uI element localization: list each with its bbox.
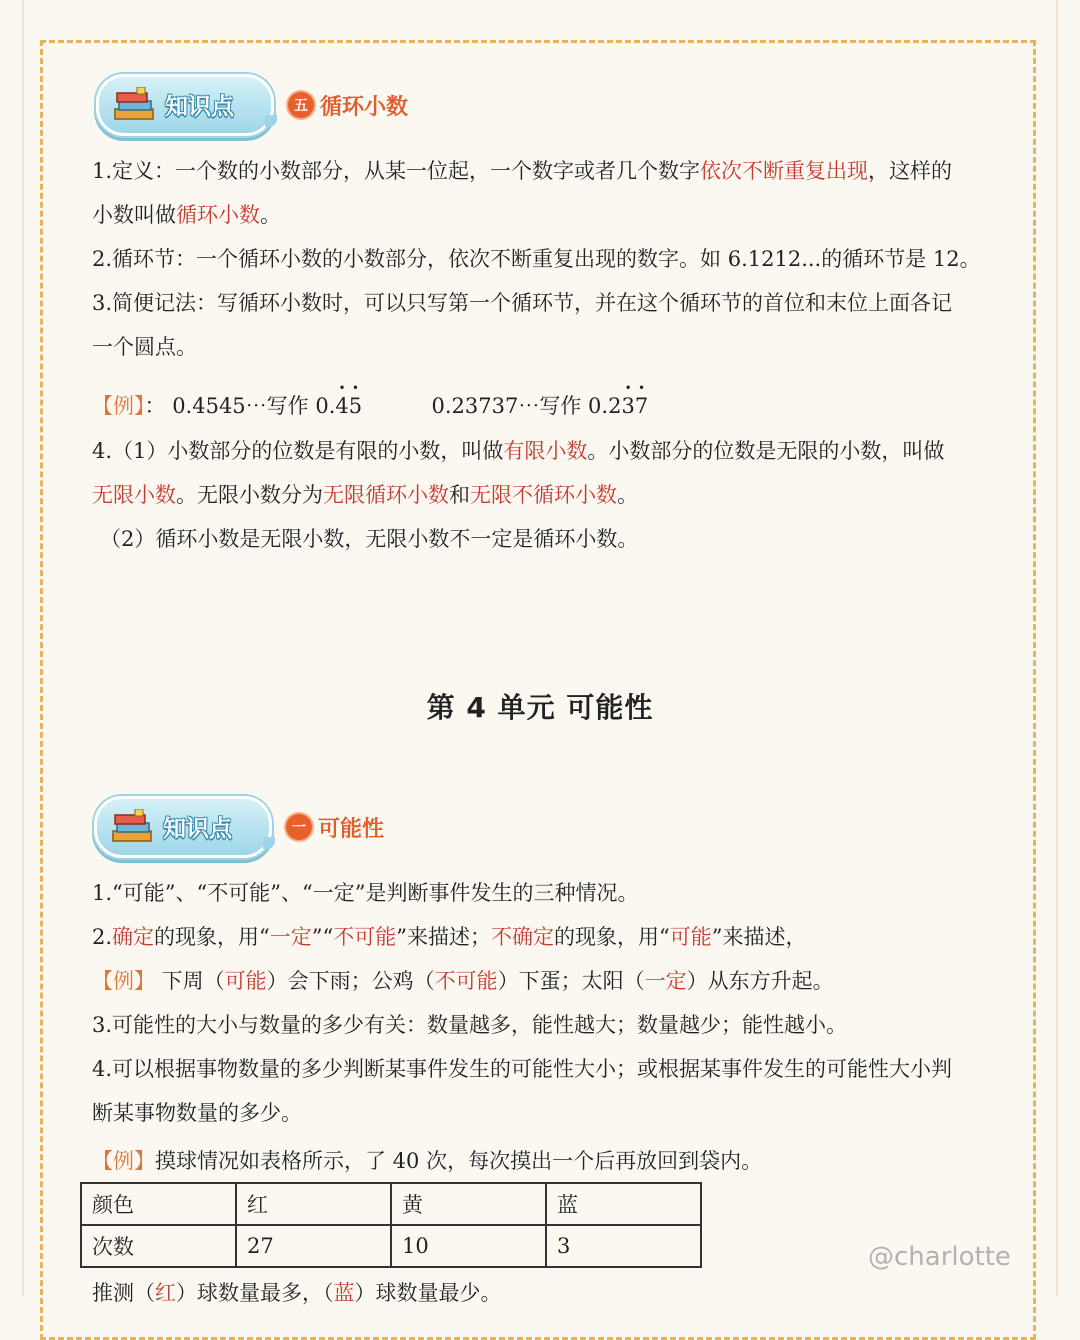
table-cell: 10 (391, 1225, 546, 1267)
definition-line-2: 小数叫做循环小数。 (92, 203, 281, 227)
table-cell: 颜色 (81, 1183, 236, 1225)
table-cell: 蓝 (546, 1183, 701, 1225)
ball-example: 【例】摸球情况如表格所示，了 40 次，每次摸出一个后再放回到袋内。 (92, 1149, 763, 1173)
notation-line-2: 一个圆点。 (92, 335, 197, 359)
finite-line-2: 无限小数。无限小数分为无限循环小数和无限不循环小数。 (92, 483, 638, 507)
possibility-line-3: 3.可能性的大小与数量的多少有关：数量越多，能性越大；数量越少；能性越小。 (92, 1013, 848, 1037)
ball-count-table (80, 1182, 702, 1268)
badge-label: 知识点 (163, 816, 232, 842)
possibility-line-4: 4.可以根据事物数量的多少判断某事件发生的可能性大小；或根据某事件发生的可能性大小判 (92, 1057, 953, 1081)
example-2: 0.23737⋯写作 0.2• 3• 7 (432, 394, 649, 418)
possibility-line-5: 断某事物数量的多少。 (92, 1101, 302, 1125)
knowledge-badge-2 (94, 796, 384, 858)
finite-line-1: 4.（1）小数部分的位数是有限的小数，叫做有限小数。小数部分的位数是无限的小数，叫做 (92, 439, 945, 463)
inference-line: 推测（红）球数量最多，（蓝）球数量最少。 (92, 1281, 502, 1305)
finite-line-3: （2）循环小数是无限小数，无限小数不一定是循环小数。 (100, 527, 639, 551)
definition-line-1: 1.定义：一个数的小数部分，从某一位起，一个数字或者几个数字依次不断重复出现，这样的 (92, 159, 953, 183)
table-row (81, 1225, 701, 1267)
section-number-badge: 五 (288, 92, 314, 118)
section-number-badge: 一 (286, 814, 312, 840)
section-topic: 循环小数 (320, 94, 409, 120)
watermark: @charlotte (868, 1242, 1011, 1272)
table-cell: 次数 (81, 1225, 236, 1267)
section-topic: 可能性 (318, 816, 385, 842)
knowledge-badge-1 (96, 74, 408, 136)
table-row (81, 1183, 701, 1225)
possibility-example: 【例】 下周（可能）会下雨；公鸡（不可能）下蛋；太阳（一定）从东方升起。 (92, 969, 834, 993)
table-cell: 3 (546, 1225, 701, 1267)
example-line-1: 【例】： 0.4545⋯写作 0.• 4• 5 0.23737⋯写作 0.2• 3• 7 (92, 391, 1017, 421)
possibility-line-2: 2.确定的现象，用“一定”“不可能”来描述；不确定的现象，用“可能”来描述， (92, 925, 807, 949)
example-1: 0.4545⋯写作 0.• 4• 5 (172, 394, 362, 418)
badge-label: 知识点 (165, 94, 234, 120)
table-cell: 红 (236, 1183, 391, 1225)
notation-line-1: 3.简便记法：写循环小数时，可以只写第一个循环节，并在这个循环节的首位和末位上面各记 (92, 291, 953, 315)
badge-pill (96, 74, 274, 136)
books-icon (111, 87, 157, 123)
repetend-line: 2.循环节：一个循环小数的小数部分，依次不断重复出现的数字。如 6.1212...的循环节是 12。 (92, 247, 981, 271)
unit-heading: 第 4 单元 可能性 (426, 691, 654, 724)
possibility-line-1: 1.“可能”、“不可能”、“一定”是判断事件发生的三种情况。 (92, 881, 639, 905)
books-icon (109, 809, 155, 845)
table-cell: 黄 (391, 1183, 546, 1225)
badge-pill (94, 796, 272, 858)
table-cell: 27 (236, 1225, 391, 1267)
example-label: 【例】 (92, 394, 145, 418)
